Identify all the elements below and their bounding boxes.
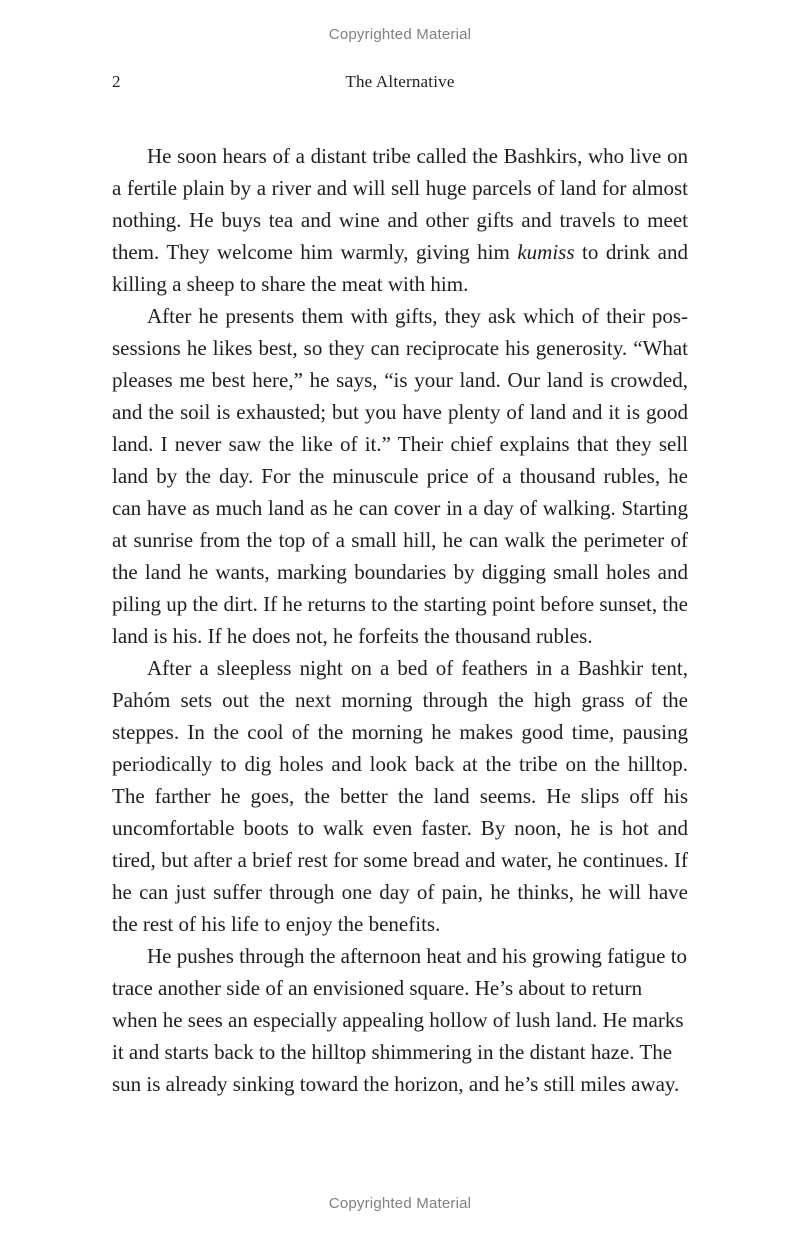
paragraph-text: He soon hears of a distant tribe called the Bashkirs, who live on a fertile plain by a river and will sell huge parcels of land for almost nothing. He buys tea and wine and other gifts and travels to meet them. They welcome him warmly, giving him: [112, 144, 688, 264]
copyright-watermark-top: Copyrighted Material: [328, 26, 472, 43]
page-number: 2: [112, 72, 121, 91]
paragraph: After a sleepless night on a bed of feathers in a Bashkir tent, Pahóm sets out the next morning through the high grass of the steppes. In the cool of the morning he makes good time, pausing periodically to dig holes and look back at the tribe on the hilltop. The farther he goes, the better the land seems. He slips off his uncomfortable boots to walk even faster. By noon, he is hot and tired, but after a brief rest for some bread and water, he continues. If he can just suffer through one day of pain, he thinks, he will have the rest of his life to enjoy the benefits.: [112, 656, 688, 936]
copyright-watermark-bottom: Copyrighted Material: [328, 1195, 472, 1212]
paragraph-text: to drink and killing a sheep to share the meat with him.: [112, 240, 688, 296]
running-head: [112, 72, 688, 94]
paragraph: After he presents them with gifts, they ask which of their possessions he likes best, so they can reciprocate his generosity. “What pleases me best here,” he says, “is your land. Our land is crowded, and the soil is exhausted; but you have plenty of land and it is good land. I never saw the like of it.” Their chief explains that they sell land by the day. For the minuscule price of a thousand rubles, he can have as much land as he can cover in a day of walking. Starting at sunrise from the top of a small hill, he can walk the perimeter of the land he wants, marking boundaries by digging small holes and piling up the dirt. If he returns to the starting point before sunset, the land is his. If he does not, he forfeits the thousand rubles.: [112, 304, 688, 648]
italic-term: kumiss: [517, 240, 575, 264]
body-text: [112, 140, 688, 1100]
book-title: The Alternative: [345, 72, 455, 91]
paragraph: He pushes through the afternoon heat and his growing fatigue to trace another side of an envisioned square. He’s about to return when he sees an especially appealing hollow of lush land. He marks it and starts back to the hilltop shimmering in the distant haze. The sun is already sinking toward the horizon, and he’s still miles away.: [112, 944, 688, 1096]
paragraph: [112, 140, 688, 300]
